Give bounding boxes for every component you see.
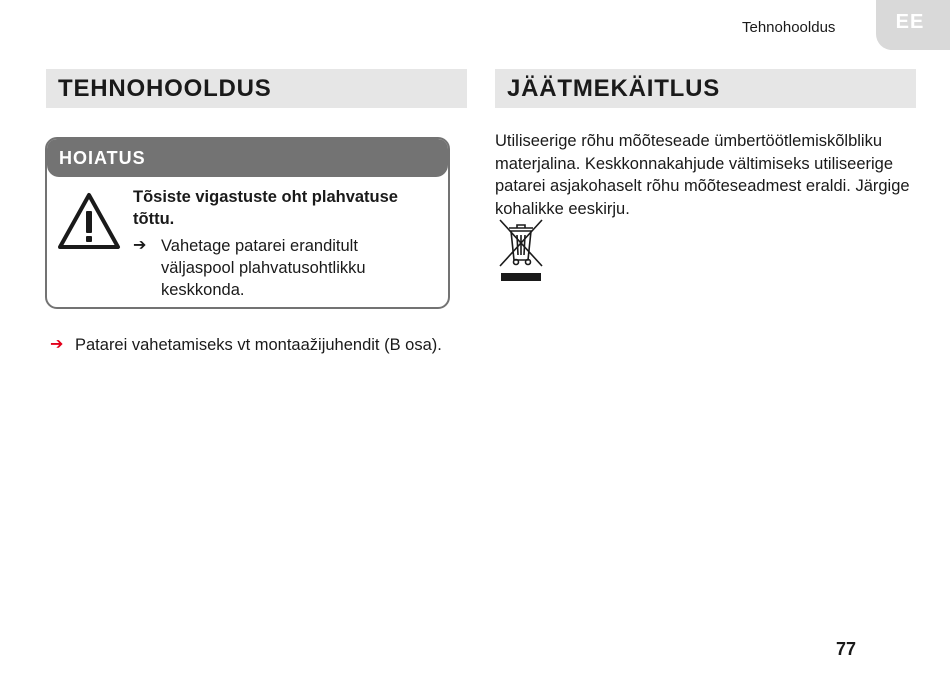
warning-label: HOIATUS xyxy=(59,147,146,168)
running-header: Tehnohooldus xyxy=(742,19,836,36)
warning-box xyxy=(45,137,450,309)
language-tab xyxy=(876,0,950,50)
warning-triangle-icon xyxy=(57,191,121,251)
warning-title: Tõsiste vigastuste oht plahvatuse tõttu. xyxy=(133,188,398,228)
section-heading-maintenance xyxy=(46,69,467,108)
arrow-right-icon: ➔ xyxy=(133,237,147,254)
disposal-paragraph: Utiliseerige rõhu mõõteseade ümbertöötlemiskõlbliku materjalina. Keskkonnakahjude vältimiseks utiliseerige patarei asjakohaselt rõhu mõõteseadmest eraldi. Järgige kohalikke eeskirju. xyxy=(495,132,910,218)
warning-header xyxy=(47,139,448,177)
section-title: JÄÄTMEKÄITLUS xyxy=(507,74,721,102)
section-title: TEHNOHOOLDUS xyxy=(58,74,272,102)
instruction-text: Patarei vahetamiseks vt montaažijuhendit (B osa). xyxy=(75,336,442,354)
arrow-right-icon: ➔ xyxy=(50,336,64,353)
language-code: EE xyxy=(895,10,925,33)
section-heading-disposal xyxy=(495,69,916,108)
crossed-out-bin-icon xyxy=(497,216,545,284)
page-number: 77 xyxy=(836,639,857,659)
instruction-bullet xyxy=(50,334,450,356)
warning-instruction xyxy=(133,235,433,301)
warning-instruction-text: Vahetage patarei eranditult väljaspool plahvatusohtlikku keskkonda. xyxy=(161,237,366,299)
